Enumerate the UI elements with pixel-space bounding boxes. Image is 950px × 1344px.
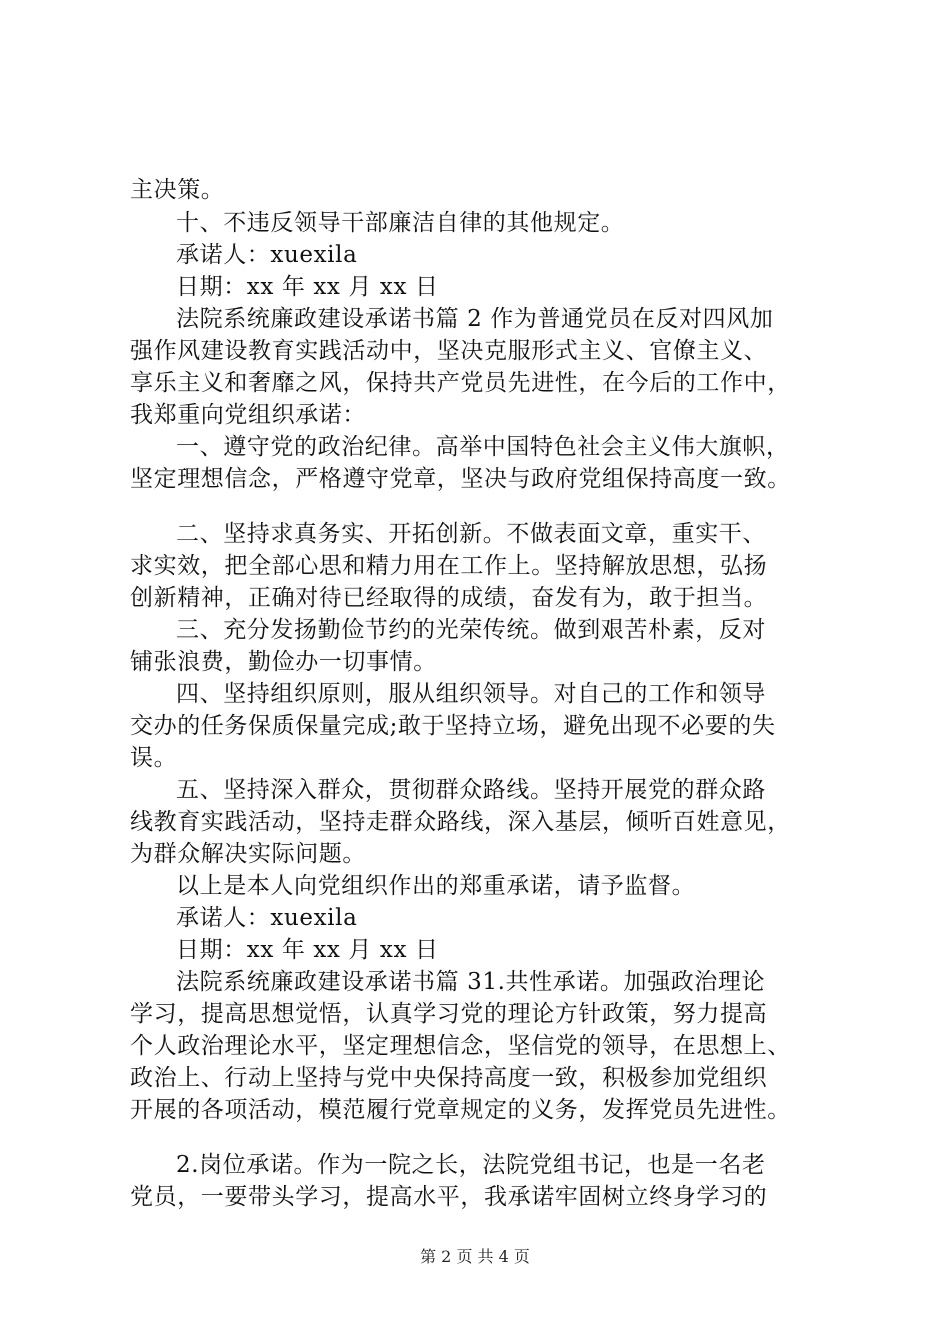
text-line: 强作风建设教育实践活动中，坚决克服形式主义、官僚主义、 xyxy=(130,338,768,364)
text-line: 享乐主义和奢靡之风，保持共产党员先进性，在今后的工作中， xyxy=(130,370,791,396)
text-line: 十、不违反领导干部廉洁自律的其他规定。 xyxy=(176,210,625,236)
text-line: 三、充分发扬勤俭节约的光荣传统。做到艰苦朴素，反对 xyxy=(176,617,766,643)
text-line: 开展的各项活动，模范履行党章规定的义务，发挥党员先进性。 xyxy=(130,1097,791,1123)
text-line: 交办的任务保质保量完成;敢于坚持立场，避免出现不必要的失 xyxy=(130,713,776,739)
text-line: 线教育实践活动，坚持走群众路线，深入基层，倾听百姓意见， xyxy=(130,809,791,835)
text-line: 二、坚持求真务实、开拓创新。不做表面文章，重实干、 xyxy=(176,521,766,547)
text-line: 2.岗位承诺。作为一院之长，法院党组书记，也是一名老 xyxy=(176,1152,766,1178)
text-line: 承诺人：xuexila xyxy=(176,242,358,268)
page-number-footer: 第 2 页 共 4 页 xyxy=(420,1247,530,1266)
text-line: 法院系统廉政建设承诺书篇 31.共性承诺。加强政治理论 xyxy=(176,969,766,995)
text-line: 五、坚持深入群众，贯彻群众路线。坚持开展党的群众路 xyxy=(176,777,766,803)
text-line: 学习，提高思想觉悟，认真学习党的理论方针政策，努力提高 xyxy=(130,1001,768,1027)
text-line: 日期：xx 年 xx 月 xx 日 xyxy=(176,937,439,963)
text-line: 党员，一要带头学习，提高水平，我承诺牢固树立终身学习的 xyxy=(130,1184,768,1210)
text-line: 坚定理想信念，严格遵守党章，坚决与政府党组保持高度一致。 xyxy=(130,466,791,492)
text-line: 日期：xx 年 xx 月 xx 日 xyxy=(176,274,439,300)
text-line: 法院系统廉政建设承诺书篇 2 作为普通党员在反对四风加 xyxy=(176,306,774,332)
text-line: 误。 xyxy=(130,745,178,771)
text-line: 为群众解决实际问题。 xyxy=(130,841,366,867)
text-line: 个人政治理论水平，坚定理想信念，坚信党的领导，在思想上、 xyxy=(130,1033,791,1059)
text-line: 四、坚持组织原则，服从组织领导。对自己的工作和领导 xyxy=(176,681,766,707)
text-line: 政治上、行动上坚持与党中央保持高度一致，积极参加党组织 xyxy=(130,1065,768,1091)
text-line: 我郑重向党组织承诺： xyxy=(130,402,366,428)
text-line: 一、遵守党的政治纪律。高举中国特色社会主义伟大旗帜， xyxy=(176,434,790,460)
text-line: 求实效，把全部心思和精力用在工作上。坚持解放思想，弘扬 xyxy=(130,553,768,579)
text-line: 铺张浪费，勤俭办一切事情。 xyxy=(130,649,437,675)
text-line: 以上是本人向党组织作出的郑重承诺，请予监督。 xyxy=(176,873,696,899)
text-line: 承诺人：xuexila xyxy=(176,905,358,931)
text-line: 主决策。 xyxy=(130,177,225,203)
text-line: 创新精神，正确对待已经取得的成绩，奋发有为，敢于担当。 xyxy=(130,585,768,611)
